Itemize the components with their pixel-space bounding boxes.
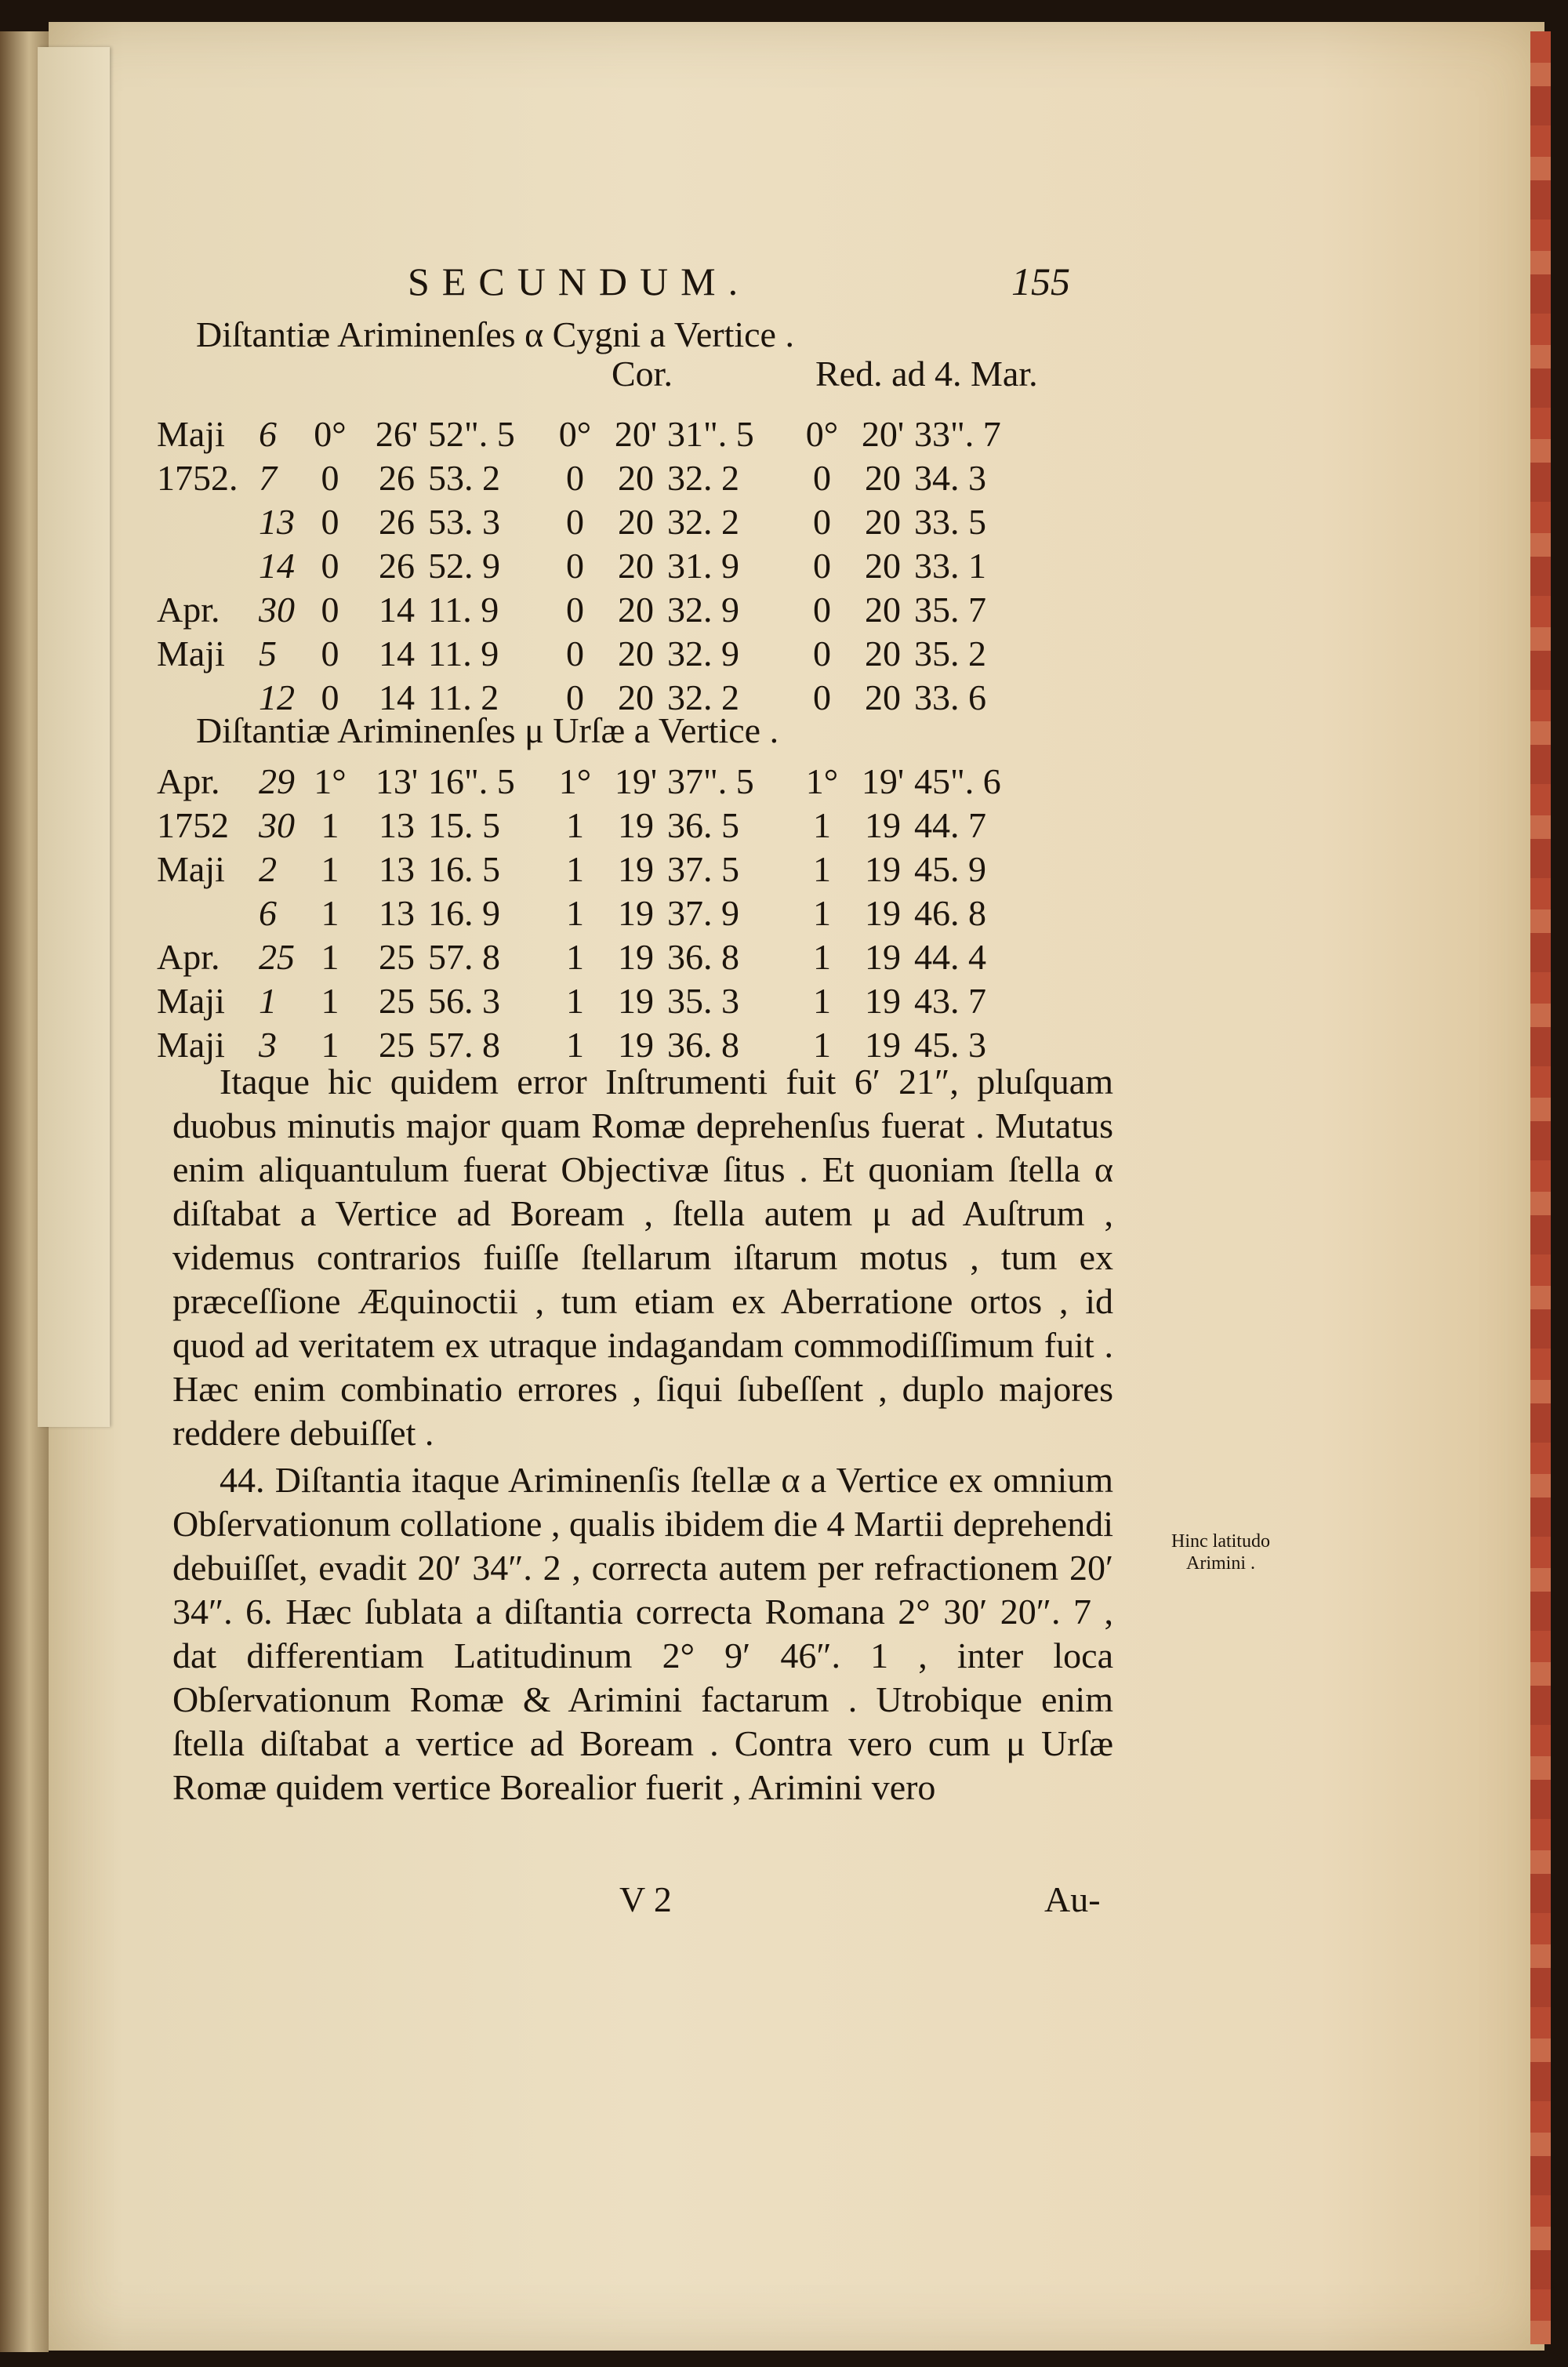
table1-cell: 14 (259, 545, 295, 586)
table2-cell: 16". 5 (428, 761, 515, 801)
table2-cell: 13' (375, 761, 419, 801)
table2-cell: 19 (618, 848, 654, 889)
table1-cell: 20 (618, 501, 654, 542)
table2-row (157, 891, 1008, 935)
table1-cell: Maji (157, 633, 225, 673)
table1-cell: 0 (813, 501, 831, 542)
table1-cell: 32. 2 (667, 677, 739, 717)
table2-cell: 1 (566, 1024, 584, 1065)
table1-cell: 14 (379, 589, 415, 630)
table1-cell: 20 (618, 677, 654, 717)
table1-cell: 0 (566, 457, 584, 498)
table1-cell: 0 (566, 633, 584, 673)
table2-cell: 1 (566, 804, 584, 845)
table1-cell: 1752. (157, 457, 238, 498)
table1-cell: 31. 9 (667, 545, 739, 586)
table2-cell: Apr. (157, 936, 220, 977)
table1-cell: 52". 5 (428, 413, 515, 454)
table2-cell: 19 (618, 936, 654, 977)
table2-cell: 45". 6 (914, 761, 1001, 801)
table1-cell: 20' (614, 413, 658, 454)
table1-cell: 0° (558, 413, 592, 454)
table2-cell: 25 (379, 936, 415, 977)
table1-cell: 32. 9 (667, 633, 739, 673)
table2-cell: 1 (321, 804, 339, 845)
table1-cell: 35. 2 (914, 633, 986, 673)
table2-cell: 19 (865, 1024, 901, 1065)
table1-cell: 0 (813, 633, 831, 673)
table2-title: Diſtantiæ Ariminenſes μ Urſæ a Vertice . (196, 710, 779, 750)
table1-cell: 14 (379, 677, 415, 717)
table1-cell: 33. 1 (914, 545, 986, 586)
table2-cell: 1 (259, 980, 277, 1021)
table2-cell: 57. 8 (428, 1024, 500, 1065)
table1-cell: 20' (861, 413, 905, 454)
table2-cell: 25 (379, 980, 415, 1021)
table1-cell: 32. 9 (667, 589, 739, 630)
table2-cell: Maji (157, 980, 225, 1021)
table2-cell: 29 (259, 761, 295, 801)
table1-cell: Maji (157, 413, 225, 454)
marginal-note-line1: Hinc latitudo (1171, 1531, 1270, 1552)
table1-cell: 0 (321, 633, 339, 673)
table1-row (157, 543, 1008, 587)
table1-cell: 31". 5 (667, 413, 754, 454)
table1-cell: 52. 9 (428, 545, 500, 586)
table1-cell: 20 (865, 633, 901, 673)
table2-cell: 36. 8 (667, 936, 739, 977)
table2-cell: 16. 5 (428, 848, 500, 889)
table1-row (157, 499, 1008, 543)
table2-row (157, 935, 1008, 978)
table1-cell: 0 (813, 457, 831, 498)
table1-cell: 0° (805, 413, 839, 454)
table2-cell: 37. 5 (667, 848, 739, 889)
table2-cell: 1° (805, 761, 839, 801)
table1-cell: 12 (259, 677, 295, 717)
table1-cell: 26 (379, 545, 415, 586)
table2-cell: 57. 8 (428, 936, 500, 977)
table2-cell: 46. 8 (914, 892, 986, 933)
table2-row (157, 847, 1008, 891)
table2-cell: 16. 9 (428, 892, 500, 933)
red-page-edge (1530, 31, 1551, 2344)
table1-cell: 20 (865, 501, 901, 542)
table2-cell: 1 (566, 980, 584, 1021)
table1-cell: 33". 7 (914, 413, 1001, 454)
body-text (172, 1060, 1113, 1810)
table1-col-cor: Cor. (612, 354, 673, 394)
paragraph-44: 44. Diſtantia itaque Ariminenſis ſtellæ α a Vertice ex omnium Obſervationum collatione , qualis ibidem die 4 Martii deprehendi debuiſſet, evadit 20′ 34″. 2 , correcta autem per refractionem 20′ 34″. 6. Hæc ſublata a diſtantia correcta Romana 2° 30′ 20″. 7 , dat differentiam Latitudinum 2° 9′ 46″. 1 , inter loca Obſervationum Romæ & Arimini factarum . Utrobique enim ſtella diſtabat a vertice ad Boream . Contra vero cum μ Urſæ Romæ quidem vertice Borealior fuerit , Arimini vero (172, 1460, 1113, 1807)
table1-cell: 30 (259, 589, 295, 630)
table1-cell: 0 (321, 545, 339, 586)
table2-cell: 1 (321, 980, 339, 1021)
table1-cell: Apr. (157, 589, 220, 630)
table2-cell: 1 (813, 1024, 831, 1065)
table1-cell: 20 (865, 589, 901, 630)
table2-row (157, 803, 1008, 847)
table1-cell: 20 (865, 457, 901, 498)
table2-cell: 3 (259, 1024, 277, 1065)
marginal-note-line2: Arimini . (1186, 1553, 1255, 1574)
table2-cell: 19 (618, 892, 654, 933)
paragraph-1: Itaque hic quidem error Inſtrumenti fuit 6′ 21″, pluſquam duobus minutis major quam Romæ deprehenſus fuerat . Mutatus enim aliquantulum fuerat Objectivæ ſitus . Et quoniam ſtella α diſtabat a Vertice ad Boream , ſtella autem μ ad Auſtrum , videmus contrarios fuiſſe ſtellarum iſtarum motus , tum ex præceſſione Æquinoctii , tum etiam ex Aberratione ortos , id quod ad veritatem ex utraque indagandam commodiſſimum fuit . Hæc enim combinatio errores , ſiqui ſubeſſent , duplo majores reddere debuiſſet . (172, 1062, 1113, 1453)
table1-cell: 7 (259, 457, 277, 498)
catchword: Au- (1044, 1879, 1101, 1919)
table2-cell: 1 (566, 936, 584, 977)
table2-cell: 56. 3 (428, 980, 500, 1021)
table2-cell: 19 (618, 804, 654, 845)
table2-cell: 2 (259, 848, 277, 889)
paper-slip (38, 47, 110, 1427)
table1-cell: 0 (813, 677, 831, 717)
table2-cell: 25 (379, 1024, 415, 1065)
table1-cell: 20 (618, 457, 654, 498)
table2-cell: 1 (813, 892, 831, 933)
page-number: 155 (1011, 260, 1070, 303)
table2 (157, 759, 1008, 1066)
table2-cell: 1° (314, 761, 347, 801)
marginal-note (1146, 1530, 1295, 1574)
table1-cell: 11. 9 (428, 633, 499, 673)
table1-cell: 0 (813, 545, 831, 586)
table2-cell: 1 (813, 936, 831, 977)
table2-cell: 36. 8 (667, 1024, 739, 1065)
signature-mark: V 2 (619, 1879, 672, 1919)
table1-cell: 0 (321, 677, 339, 717)
table2-cell: 6 (259, 892, 277, 933)
table2-row (157, 978, 1008, 1022)
table1-cell: 26' (375, 413, 419, 454)
table2-cell: 36. 5 (667, 804, 739, 845)
table1-cell: 0 (813, 589, 831, 630)
table2-cell: 35. 3 (667, 980, 739, 1021)
table2-cell: 19 (618, 980, 654, 1021)
table1-cell: 20 (618, 545, 654, 586)
table1-cell: 11. 9 (428, 589, 499, 630)
table1-cell: 34. 3 (914, 457, 986, 498)
table1-cell: 20 (865, 545, 901, 586)
table2-cell: 1752 (157, 804, 229, 845)
table1-cell: 35. 7 (914, 589, 986, 630)
table1-cell: 26 (379, 501, 415, 542)
table1-cell: 53. 3 (428, 501, 500, 542)
table1-cell: 0 (566, 501, 584, 542)
table2-cell: 19 (865, 804, 901, 845)
table1-cell: 32. 2 (667, 501, 739, 542)
table2-cell: 19 (865, 936, 901, 977)
table1-row (157, 587, 1008, 631)
table2-cell: 1 (321, 892, 339, 933)
table2-cell: 44. 7 (914, 804, 986, 845)
table2-cell: 13 (379, 804, 415, 845)
table2-cell: 15. 5 (428, 804, 500, 845)
table2-cell: 1 (813, 848, 831, 889)
table1-cell: 0 (566, 545, 584, 586)
table1-title: Diſtantiæ Ariminenſes α Cygni a Vertice . (196, 314, 794, 354)
table2-cell: Maji (157, 1024, 225, 1065)
table1-cell: 53. 2 (428, 457, 500, 498)
table2-cell: 1 (566, 848, 584, 889)
table2-cell: Maji (157, 848, 225, 889)
table1-cell: 0 (321, 589, 339, 630)
table1-col-red: Red. ad 4. Mar. (815, 354, 1038, 394)
table1-row (157, 456, 1008, 499)
table2-cell: 1 (813, 980, 831, 1021)
table2-cell: 19 (865, 848, 901, 889)
table1-row (157, 412, 1008, 456)
table2-cell: 45. 3 (914, 1024, 986, 1065)
table1-cell (157, 499, 259, 543)
table2-cell: 45. 9 (914, 848, 986, 889)
table1-cell: 26 (379, 457, 415, 498)
table2-cell: 37. 9 (667, 892, 739, 933)
table2-cell: 30 (259, 804, 295, 845)
table2-cell: 19' (614, 761, 658, 801)
table1-cell: 33. 6 (914, 677, 986, 717)
table2-cell: 1 (566, 892, 584, 933)
table1-cell: 6 (259, 413, 277, 454)
table1-cell: 0 (566, 677, 584, 717)
table1-cell (157, 543, 259, 587)
table2-cell: 1 (321, 848, 339, 889)
table1-cell: 20 (618, 633, 654, 673)
table2-cell: 19' (861, 761, 905, 801)
table1 (157, 412, 1008, 719)
table2-cell: 13 (379, 848, 415, 889)
table2-cell: 25 (259, 936, 295, 977)
table1-cell: 33. 5 (914, 501, 986, 542)
table2-cell: Apr. (157, 761, 220, 801)
table2-cell: 43. 7 (914, 980, 986, 1021)
table2-cell: 1 (321, 936, 339, 977)
table1-cell: 0 (321, 501, 339, 542)
table1-cell: 20 (618, 589, 654, 630)
table1-cell: 11. 2 (428, 677, 499, 717)
table1-cell: 20 (865, 677, 901, 717)
table1-cell: 14 (379, 633, 415, 673)
table2-cell (157, 891, 259, 935)
table2-row (157, 759, 1008, 803)
running-title: SECUNDUM. (408, 260, 751, 303)
table2-cell: 19 (865, 892, 901, 933)
table2-cell: 19 (618, 1024, 654, 1065)
table1-cell: 13 (259, 501, 295, 542)
table1-row (157, 631, 1008, 675)
table1-cell: 5 (259, 633, 277, 673)
table2-cell: 1 (813, 804, 831, 845)
table2-cell: 37". 5 (667, 761, 754, 801)
table1-cell: 0 (321, 457, 339, 498)
table1-cell: 32. 2 (667, 457, 739, 498)
table2-cell: 44. 4 (914, 936, 986, 977)
table1-cell: 0° (314, 413, 347, 454)
table2-cell: 13 (379, 892, 415, 933)
table2-cell: 19 (865, 980, 901, 1021)
table1-cell: 0 (566, 589, 584, 630)
table2-cell: 1° (558, 761, 592, 801)
table2-cell: 1 (321, 1024, 339, 1065)
